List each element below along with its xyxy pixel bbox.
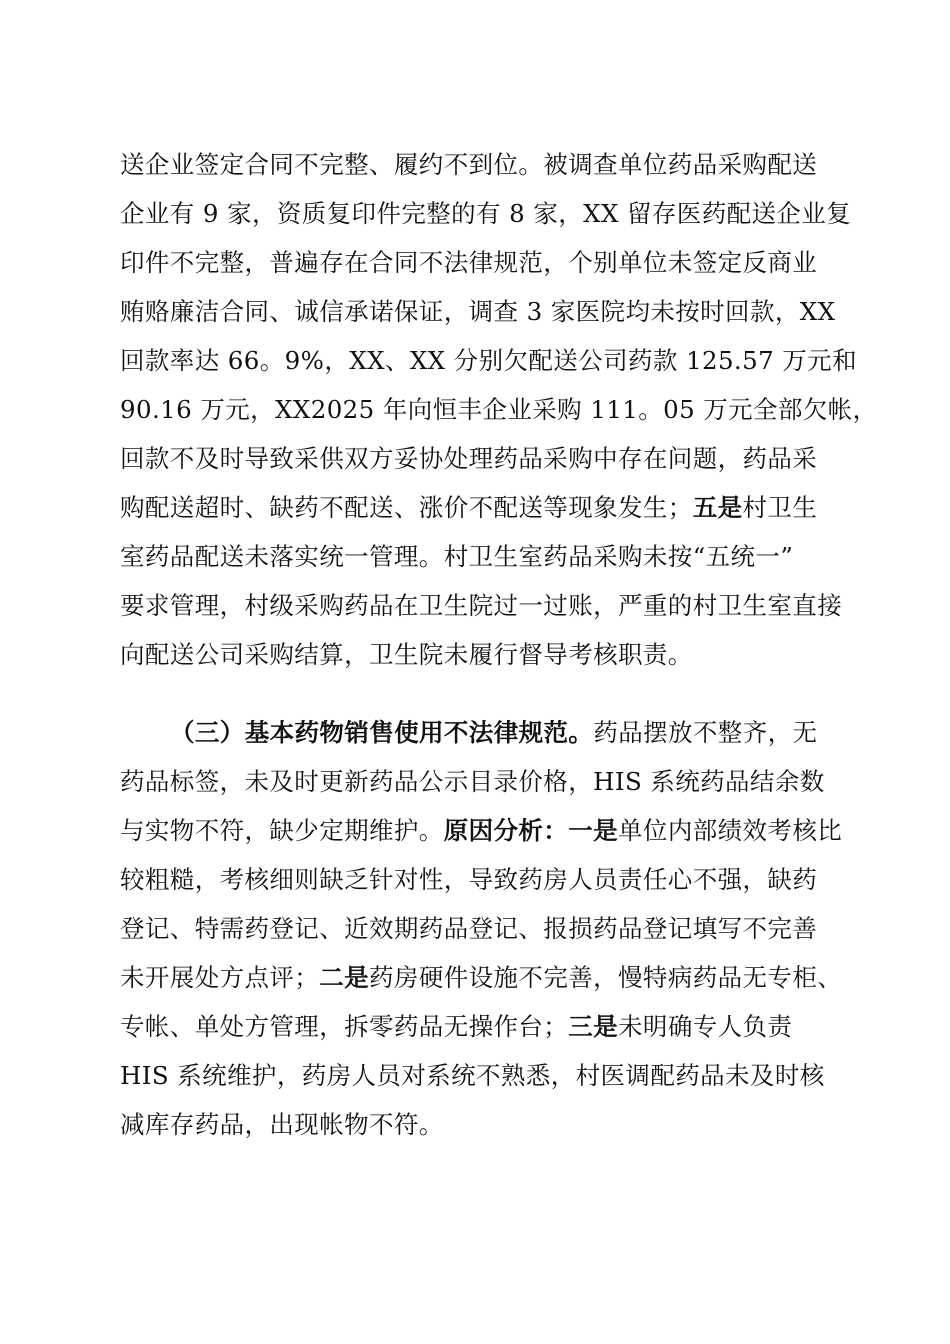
text-run: 村卫生 [742, 493, 818, 522]
text-line [120, 238, 840, 287]
text-run: 减库存药品，出现帐物不符。 [120, 1110, 444, 1139]
text-line [120, 532, 840, 581]
text-line [120, 904, 840, 953]
text-run: 送企业签定合同不完整、履约不到位。被调查单位药品采购配送 [120, 150, 818, 179]
text-line [120, 189, 852, 238]
text-run: 未开展处方点评； [120, 963, 320, 992]
bold-text-run: 三是 [568, 1012, 619, 1041]
bold-text-run: 二是 [319, 963, 370, 992]
text-run: 回款率达 66。9%，XX、XX 分别欠配送公司药款 125.57 万元和 [120, 346, 857, 375]
text-run: 90.16 万元，XX2025 年向恒丰企业采购 111。05 万元全部欠帐， [120, 395, 878, 424]
text-run: 药房硬件设施不完善，慢特病药品无专柜、 [369, 963, 843, 992]
text-line [120, 434, 840, 483]
text-run: 回款不及时导致采供双方妥协处理药品采购中存在问题，药品采 [120, 444, 818, 473]
text-line [120, 708, 840, 757]
text-line [120, 806, 843, 855]
text-run: 较粗糙，考核细则缺乏针对性，导致药房人员责任心不强，缺药 [120, 865, 818, 894]
text-run: 印件不完整，普遍存在合同不法律规范，个别单位未签定反商业 [120, 248, 818, 277]
bold-text-run: 原因分析： [443, 816, 569, 845]
paragraph-continuation [120, 140, 878, 679]
text-line [120, 1100, 840, 1149]
text-run: 登记、特需药登记、近效期药品登记、报损药品登记填写不完善 [120, 914, 818, 943]
text-line [120, 630, 840, 679]
bold-text-run: 五是 [692, 493, 743, 522]
text-line [120, 483, 840, 532]
text-run: 要求管理，村级采购药品在卫生院过一过账，严重的村卫生室直接 [120, 591, 843, 620]
text-run: 贿赂廉洁合同、诚信承诺保证，调查 3 家医院均未按时回款，XX [120, 297, 836, 326]
text-run: 室药品配送未落实统一管理。村卫生室药品采购未按“五统一” [120, 542, 794, 571]
text-line [120, 140, 840, 189]
text-line [120, 336, 857, 385]
paragraph-section-three [120, 708, 843, 1149]
text-run: 单位内部绩效考核比 [618, 816, 843, 845]
text-line [120, 953, 843, 1002]
text-run: 购配送超时、缺药不配送、涨价不配送等现象发生； [120, 493, 693, 522]
text-line [120, 757, 840, 806]
text-run: 向配送公司采购结算，卫生院未履行督导考核职责。 [120, 640, 693, 669]
text-run: 与实物不符，缺少定期维护。 [120, 816, 444, 845]
text-line [120, 581, 843, 630]
text-line [120, 855, 840, 904]
bold-text-run: 一是 [568, 816, 619, 845]
text-line [120, 385, 878, 434]
text-line [120, 287, 840, 336]
text-run: HIS 系统维护，药房人员对系统不熟悉，村医调配药品未及时核 [120, 1061, 825, 1090]
text-line [120, 1002, 840, 1051]
text-line [120, 1051, 840, 1100]
text-run: 药品摆放不整齐，无 [593, 718, 818, 747]
text-run: 专帐、单处方管理，拆零药品无操作台； [120, 1012, 569, 1041]
bold-text-run: （三）基本药物销售使用不法律规范。 [170, 718, 594, 747]
text-run: 企业有 9 家，资质复印件完整的有 8 家，XX 留存医药配送企业复 [120, 199, 852, 228]
text-run: 未明确专人负责 [618, 1012, 793, 1041]
text-run: 药品标签，未及时更新药品公示目录价格，HIS 系统药品结余数 [120, 767, 825, 796]
